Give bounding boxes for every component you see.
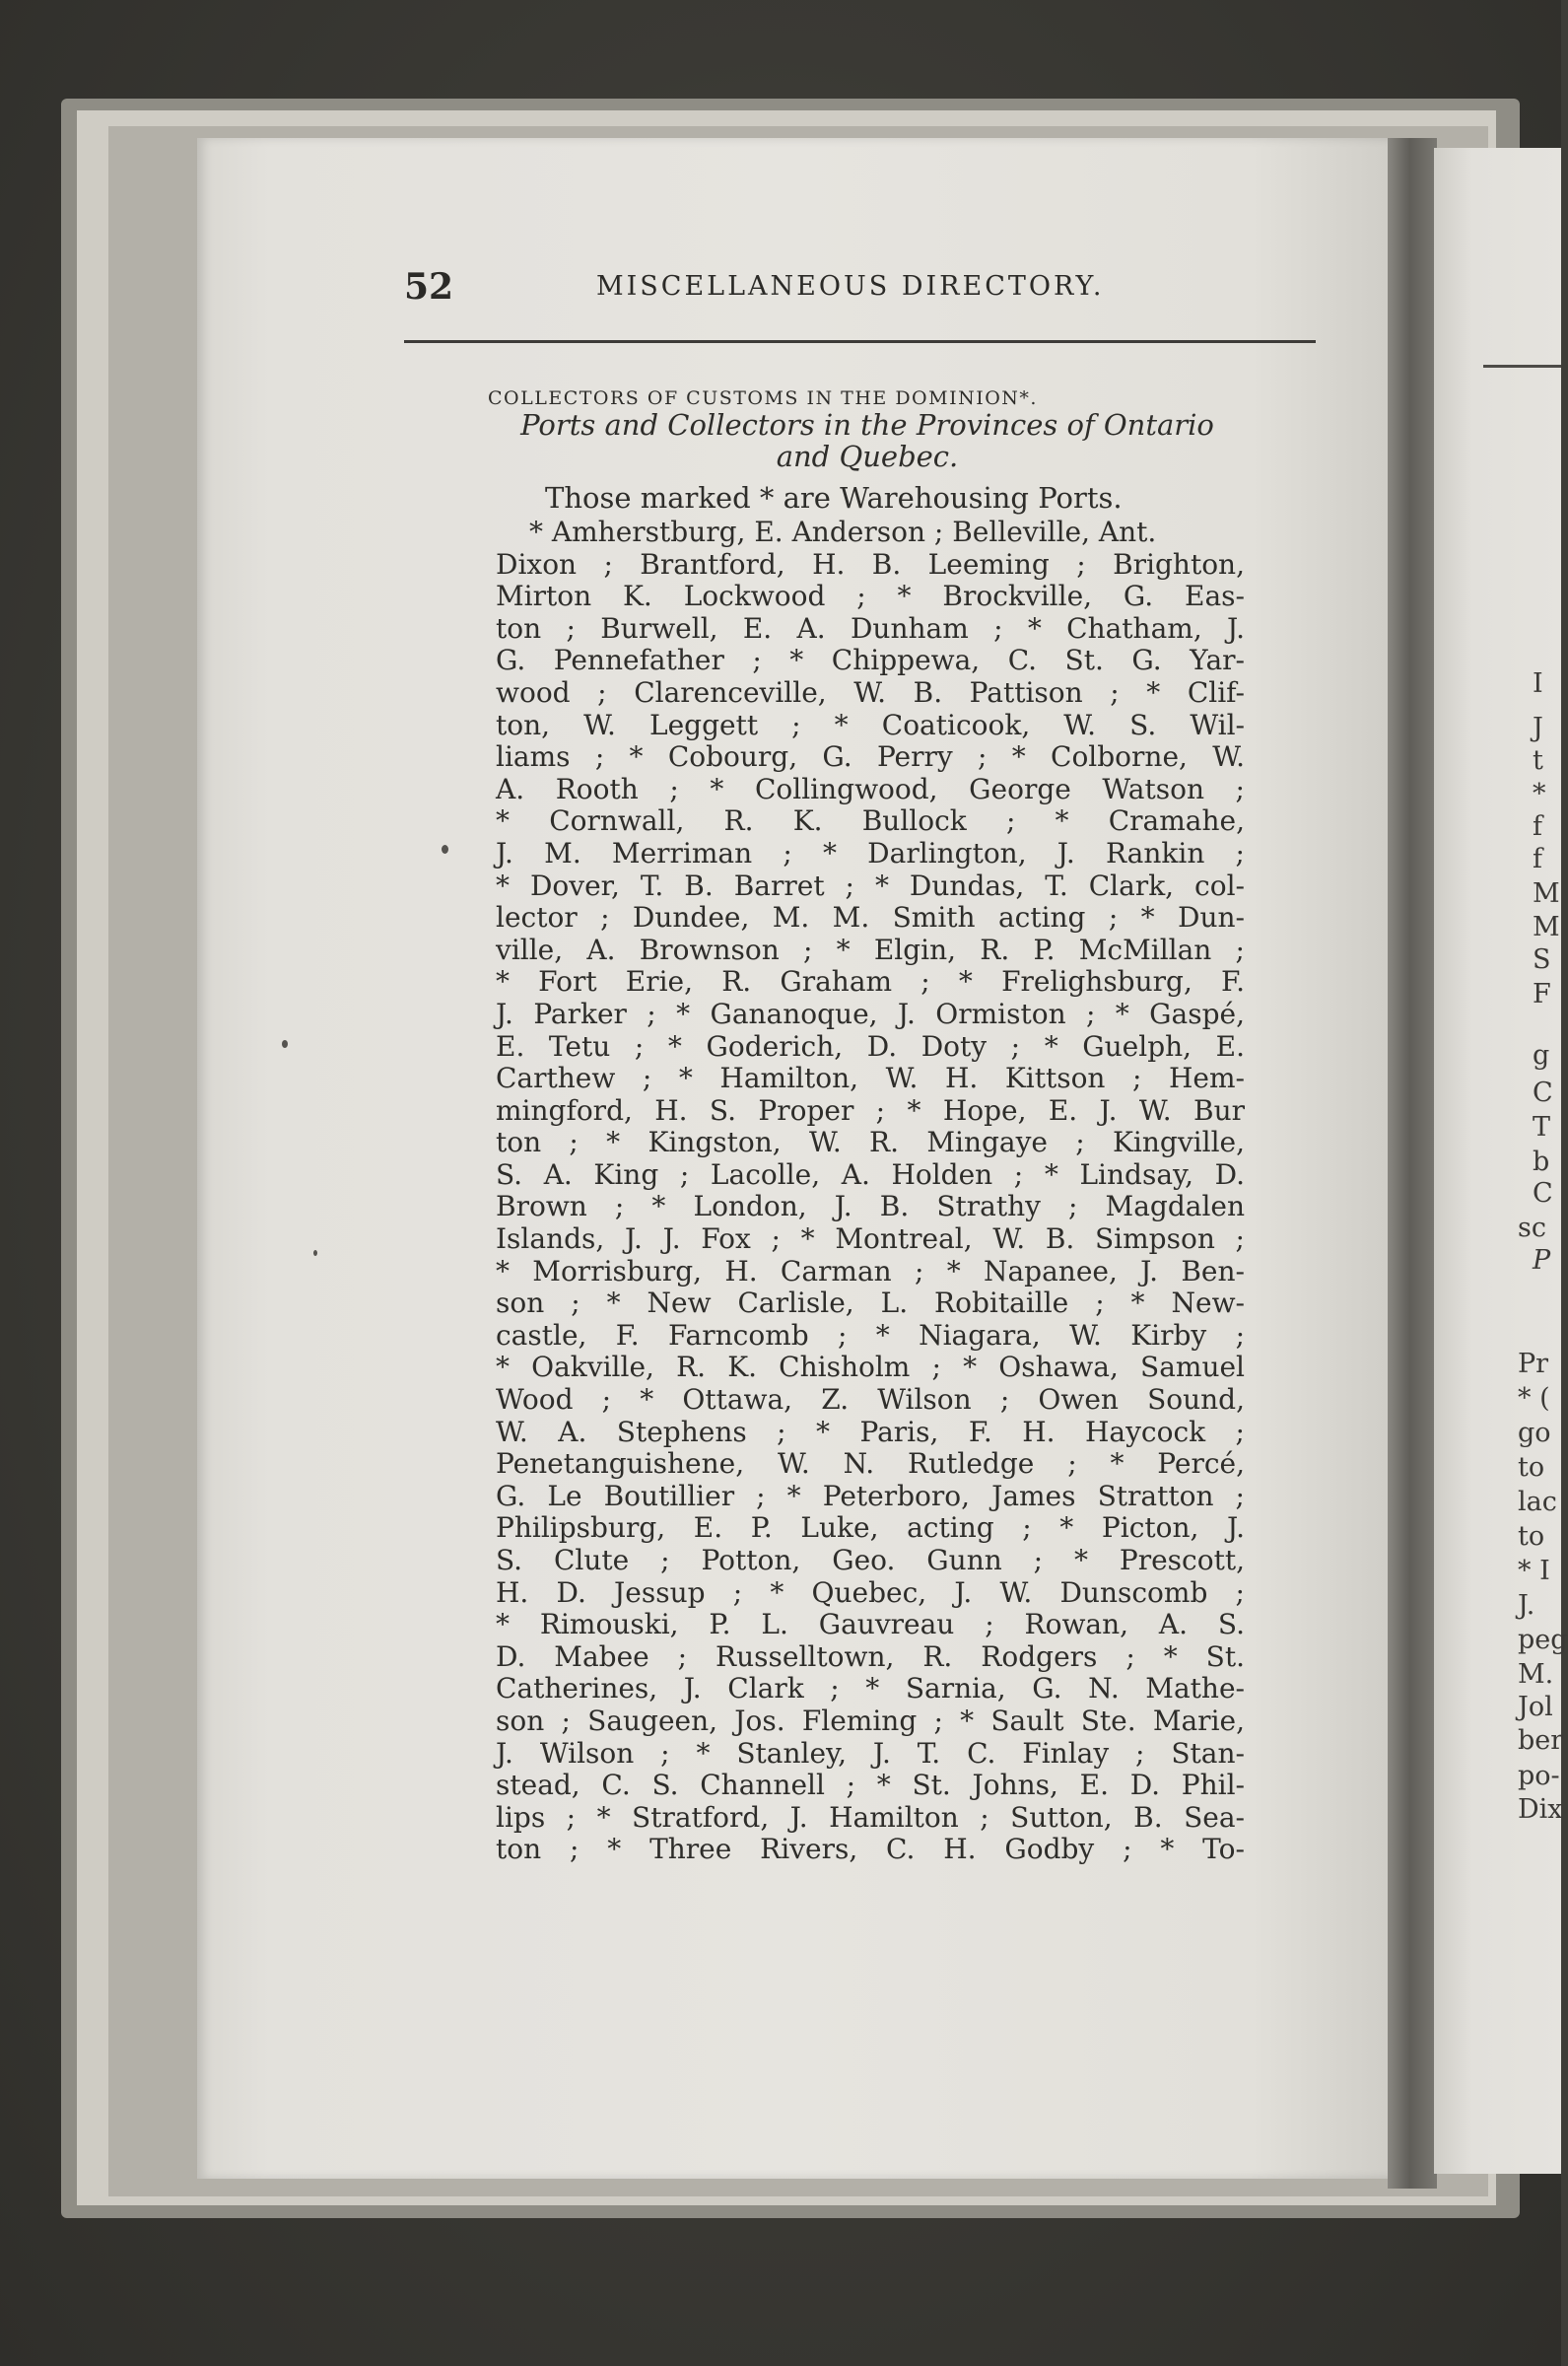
collectors-list [496,517,1245,1866]
collectors-list-line: wood ; Clarenceville, W. B. Pattison ; * Clif- [496,675,1245,709]
paper-speck [442,845,448,854]
section-subheading [493,409,1242,472]
collectors-list-line: * Morrisburg, H. Carman ; * Napanee, J. Ben- [496,1254,1245,1287]
collectors-list-line: Penetanguishene, W. N. Rutledge ; * Percé, [496,1447,1245,1481]
collectors-list-line: liams ; * Cobourg, G. Perry ; * Colborne, W. [496,740,1245,774]
facing-page-fragment: S [1533,944,1551,975]
collectors-list-line: Catherines, J. Clark ; * Sarnia, G. N. Mathe- [496,1672,1245,1705]
collectors-list-line: A. Rooth ; * Collingwood, George Watson ; [496,772,1245,805]
facing-page-fragment: go [1518,1418,1551,1448]
facing-page-fragment: * [1533,779,1546,809]
collectors-list-line: stead, C. S. Channell ; * St. Johns, E. D. Phil- [496,1769,1245,1802]
facing-page-fragment: * ( [1518,1383,1550,1414]
header-rule [404,340,1316,343]
collectors-list-line: Islands, J. J. Fox ; * Montreal, W. B. Simpson ; [496,1222,1245,1256]
collectors-list-line: * Cornwall, R. K. Bullock ; * Cramahe, [496,804,1245,838]
collectors-list-line: S. A. King ; Lacolle, A. Holden ; * Lindsay, D. [496,1157,1245,1191]
facing-page-fragment: to [1518,1452,1545,1483]
collectors-list-line: ton ; Burwell, E. A. Dunham ; * Chatham, J. [496,611,1245,645]
facing-page-fragment: J. [1518,1590,1535,1621]
collectors-list-line: E. Tetu ; * Goderich, D. Doty ; * Guelph, E. [496,1029,1245,1063]
facing-page-fragment: I [1533,668,1543,699]
collectors-list-line: lips ; * Stratford, J. Hamilton ; Sutton, B. Sea- [496,1800,1245,1834]
paper-speck [282,1040,288,1048]
collectors-list-line: * Fort Erie, R. Graham ; * Frelighsburg, F. [496,965,1245,999]
facing-page-fragment: t [1533,745,1543,776]
collectors-list-line: J. Wilson ; * Stanley, J. T. C. Finlay ; Stan- [496,1736,1245,1770]
book-gutter [1388,138,1437,2189]
facing-page-fragment: peg [1518,1625,1568,1655]
collectors-list-line: ville, A. Brownson ; * Elgin, R. P. McMillan ; [496,933,1245,966]
facing-page-fragment: f [1533,811,1542,842]
facing-page-fragment: M [1533,912,1560,942]
facing-page-fragment: g [1533,1040,1550,1071]
facing-page-fragment: F [1533,979,1551,1009]
collectors-list-line: * Oakville, R. K. Chisholm ; * Oshawa, Samuel [496,1351,1245,1384]
section-heading: COLLECTORS OF CUSTOMS IN THE DOMINION*. [488,387,1038,409]
right-page-header-rule [1483,365,1561,368]
facing-page-fragment: C [1533,1178,1553,1209]
collectors-list-line: S. Clute ; Potton, Geo. Gunn ; * Prescott, [496,1544,1245,1576]
collectors-list-line: G. Le Boutillier ; * Peterboro, James Stratton ; [496,1479,1245,1512]
collectors-list-line: castle, F. Farncomb ; * Niagara, W. Kirby ; [496,1318,1245,1352]
facing-page-fragment: to [1518,1521,1545,1552]
facing-page-fragment: T [1533,1112,1551,1143]
collectors-list-line: W. A. Stephens ; * Paris, F. H. Haycock ; [496,1415,1245,1448]
collectors-list-line: * Dover, T. B. Barret ; * Dundas, T. Clark, col- [496,869,1245,902]
facing-page-fragment: C [1533,1078,1553,1108]
facing-page-fragment: M. [1518,1659,1554,1690]
facing-page-fragment: Jol [1518,1692,1553,1722]
collectors-list-line: Mirton K. Lockwood ; * Brockville, G. Eas- [496,580,1245,613]
collectors-list-line: J. Parker ; * Gananoque, J. Ormiston ; * Gaspé, [496,997,1245,1030]
facing-page-fragment: sc [1518,1213,1546,1243]
collectors-list-line: D. Mabee ; Russelltown, R. Rodgers ; * St. [496,1639,1245,1673]
facing-page-fragment: po- [1518,1761,1560,1791]
collectors-list-line: son ; * New Carlisle, L. Robitaille ; * New- [496,1287,1245,1320]
facing-page-fragment: Pr [1518,1349,1549,1379]
collectors-list-line: Brown ; * London, J. B. Strathy ; Magdalen [496,1190,1245,1223]
page-number: 52 [404,266,454,308]
collectors-list-line: ton ; * Three Rivers, C. H. Godby ; * To- [496,1833,1245,1866]
facing-page-fragment: b [1533,1147,1550,1177]
facing-page-fragment: f [1533,844,1542,874]
facing-page-fragment: * I [1518,1556,1550,1586]
running-head: MISCELLANEOUS DIRECTORY. [596,271,1105,302]
facing-page-fragment: lac [1518,1487,1557,1517]
collectors-list-line: * Amherstburg, E. Anderson ; Belleville, Ant. [529,516,1157,548]
collectors-list-line: lector ; Dundee, M. M. Smith acting ; * Dun- [496,901,1245,935]
collectors-list-line: Wood ; * Ottawa, Z. Wilson ; Owen Sound, [496,1383,1245,1417]
collectors-list-line: H. D. Jessup ; * Quebec, J. W. Dunscomb ; [496,1575,1245,1609]
collectors-list-line: son ; Saugeen, Jos. Fleming ; * Sault Ste. Marie, [496,1704,1245,1737]
collectors-list-line: ton ; * Kingston, W. R. Mingaye ; Kingville, [496,1126,1245,1159]
subheading-line-1: Ports and Collectors in the Provinces of Ontario [520,408,1214,442]
collectors-list-line: * Rimouski, P. L. Gauvreau ; Rowan, A. S. [496,1608,1245,1641]
collectors-list-line: Carthew ; * Hamilton, W. H. Kittson ; Hem- [496,1062,1245,1095]
collectors-list-line: Philipsburg, E. P. Luke, acting ; * Picton, J. [496,1511,1245,1545]
collectors-list-line: J. M. Merriman ; * Darlington, J. Rankin ; [496,836,1245,870]
facing-page-fragment: ber [1518,1725,1564,1756]
facing-page-fragment: P [1533,1245,1551,1276]
paper-speck [313,1250,317,1256]
collectors-list-line: ton, W. Leggett ; * Coaticook, W. S. Wil- [496,708,1245,741]
facing-page-fragment: Dix [1518,1794,1563,1825]
collectors-list-line: G. Pennefather ; * Chippewa, C. St. G. Yar- [496,644,1245,677]
collectors-list-line: mingford, H. S. Proper ; * Hope, E. J. W. Bur [496,1093,1245,1127]
collectors-list-line: Dixon ; Brantford, H. B. Leeming ; Brighton, [496,547,1245,581]
facing-page-fragment: J [1533,713,1543,743]
facing-page-fragment: M [1533,878,1560,909]
subheading-line-2: and Quebec. [776,440,959,473]
warehousing-note: Those marked * are Warehousing Ports. [545,481,1123,515]
